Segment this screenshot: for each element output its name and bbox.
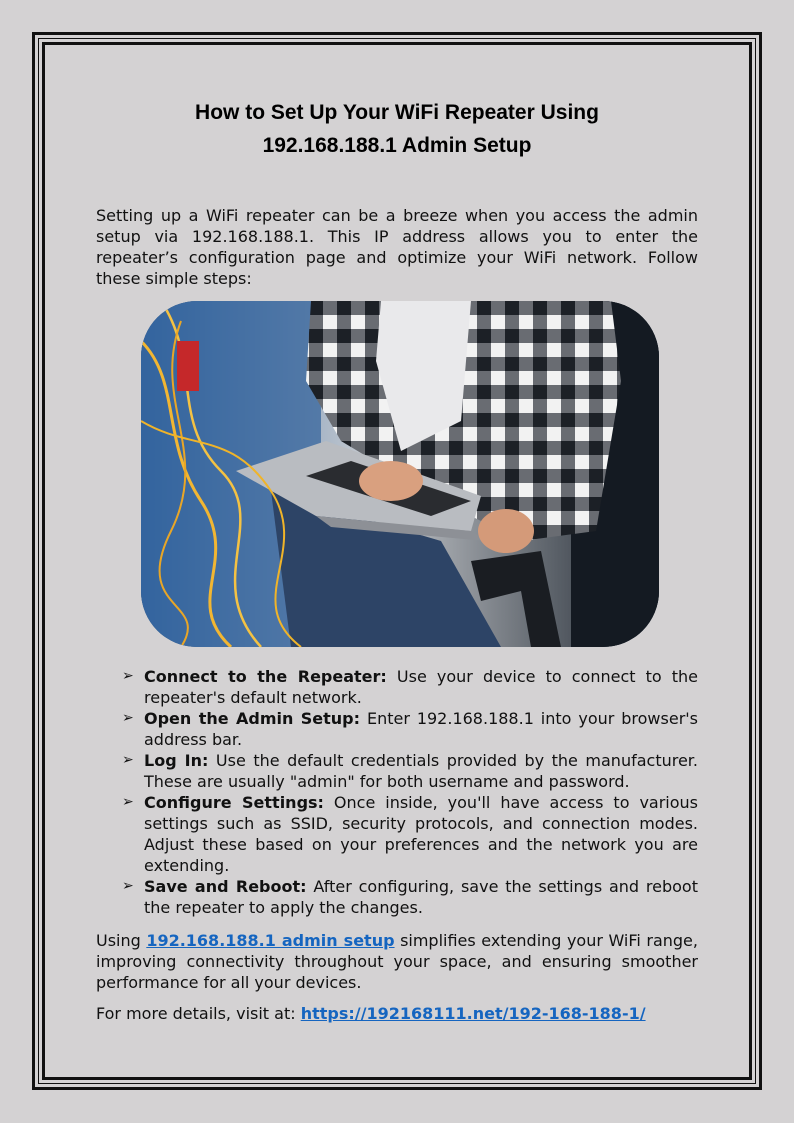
visit-prefix: For more details, visit at:	[96, 1004, 301, 1023]
step-label: Save and Reboot:	[144, 877, 307, 896]
title-line-2: 192.168.188.1 Admin Setup	[262, 134, 532, 157]
admin-setup-link[interactable]: 192.168.188.1 admin setup	[146, 931, 395, 950]
step-label: Log In:	[144, 751, 209, 770]
setup-steps-list	[96, 666, 698, 918]
title-line-1: How to Set Up Your WiFi Repeater Using	[195, 101, 599, 124]
step-label: Open the Admin Setup:	[144, 709, 361, 728]
visit-paragraph	[96, 1003, 698, 1024]
arrow-bullet-icon: ➢	[122, 752, 134, 768]
document-title	[96, 96, 698, 162]
step-label: Connect to the Repeater:	[144, 667, 387, 686]
document-body	[96, 96, 698, 1024]
step-label: Configure Settings:	[144, 793, 324, 812]
arrow-bullet-icon: ➢	[122, 668, 134, 684]
list-item	[96, 666, 698, 708]
step-text: Use your device to connect to the repeater's default network.	[144, 667, 698, 707]
closing-paragraph	[96, 930, 698, 993]
list-item	[96, 708, 698, 750]
list-item	[96, 876, 698, 918]
closing-text-before: Using	[96, 931, 147, 950]
arrow-bullet-icon: ➢	[122, 710, 134, 726]
step-text: Once inside, you'll have access to various settings such as SSID, security protocols, and connection modes. Adjust these based on your preferences and the network you are extending.	[144, 793, 699, 875]
list-item	[96, 750, 698, 792]
intro-paragraph: Setting up a WiFi repeater can be a breeze when you access the admin setup via 192.168.188.1. This IP address allows you to enter the repeater’s configuration page and optimize your WiFi network. Follow these simple steps:	[96, 206, 698, 288]
closing-text-after: simplifies extending your WiFi range, improving connectivity throughout your space, and ensuring smoother performance for all your devices.	[96, 931, 698, 992]
laptop-photo	[141, 301, 659, 647]
list-item	[96, 792, 698, 876]
step-text: After configuring, save the settings and reboot the repeater to apply the changes.	[144, 877, 698, 917]
arrow-bullet-icon: ➢	[122, 794, 134, 810]
arrow-bullet-icon: ➢	[122, 878, 134, 894]
step-text: Enter 192.168.188.1 into your browser's address bar.	[144, 709, 699, 749]
step-text: Use the default credentials provided by the manufacturer. These are usually "admin" for both username and password.	[144, 751, 699, 791]
details-url-link[interactable]: https://192168111.net/192-168-188-1/	[300, 1004, 646, 1023]
